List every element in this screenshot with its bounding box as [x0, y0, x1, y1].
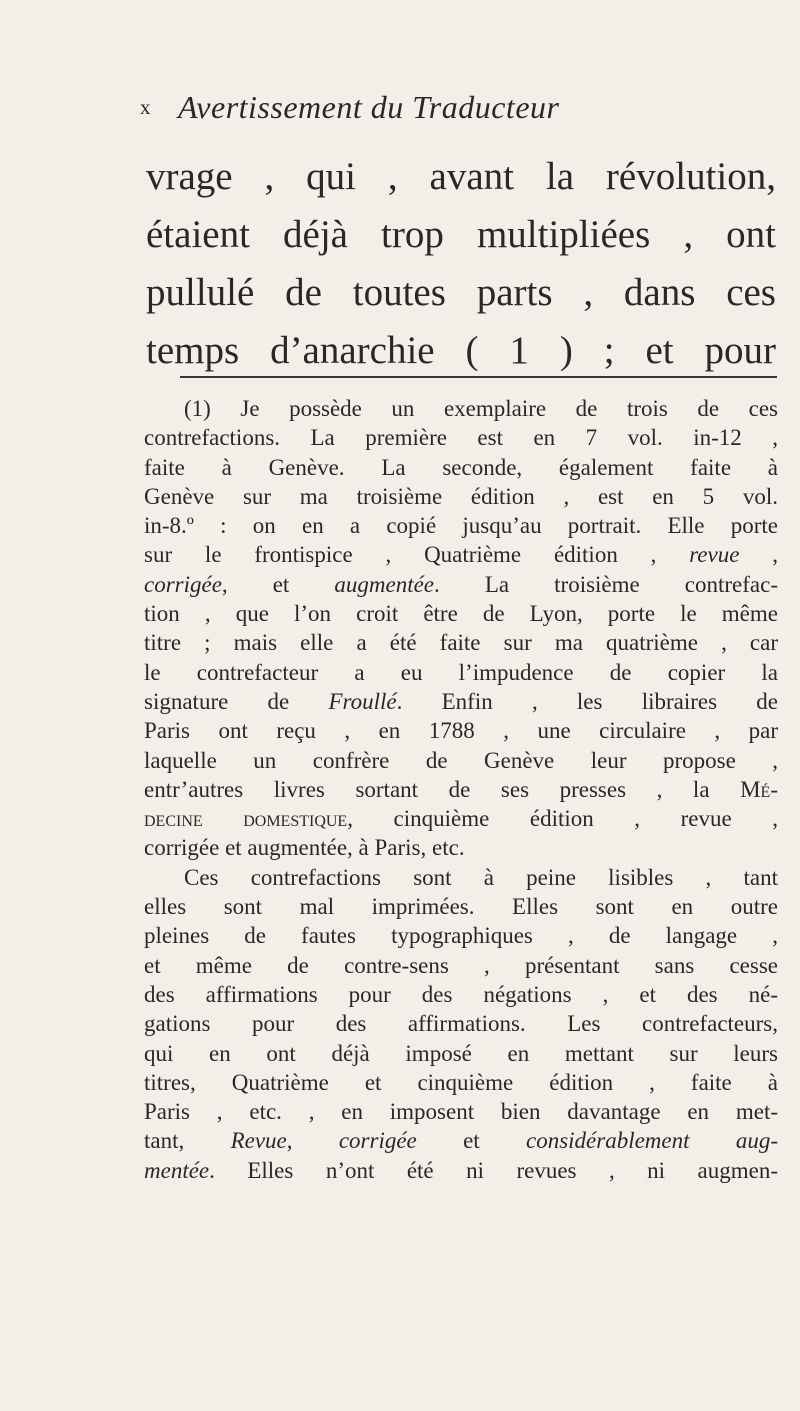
footnote-italic-text: mentée	[144, 1157, 210, 1183]
main-text	[146, 148, 776, 380]
footnote-text: ,	[286, 1128, 339, 1154]
footnote-line: pleines de fautes typographiques , de langage ,	[144, 923, 778, 949]
footnote-line	[144, 687, 778, 716]
footnote-line	[144, 1126, 778, 1155]
footnote-text: . Elles n’ont été ni revues , ni augmen-	[209, 1157, 778, 1183]
footnote-text: ,	[739, 542, 778, 568]
footnote-line: gations pour des affirmations. Les contrefacteurs,	[144, 1011, 778, 1037]
footnote-italic-text: augmentée	[334, 571, 435, 597]
footnote-line	[144, 775, 778, 804]
footnote-text: , et	[221, 571, 335, 597]
footnote-line: titre ; mais elle a été faite sur ma quatrième , car	[144, 630, 778, 656]
footnote-text: signature de	[144, 688, 329, 714]
footnote-line: le contrefacteur a eu l’impudence de copier la	[144, 659, 778, 685]
footnote-text: sur le frontispice , Quatrième édition ,	[144, 542, 657, 568]
footnote-line: Genève sur ma troisième édition , est en 5 vol.	[144, 483, 778, 509]
footnote-line: elles sont mal imprimées. Elles sont en outre	[144, 894, 778, 920]
footnote-text: . La troisième contrefac-	[434, 571, 778, 597]
running-header	[140, 89, 800, 132]
footnote-line: tion , que l’on croit être de Lyon, porte le même	[144, 601, 778, 627]
main-text-line: vrage , qui , avant la révolution,	[146, 155, 776, 198]
footnote-line: Ces contrefactions sont à peine lisibles , tant	[184, 864, 778, 890]
footnote-line: faite à Genève. La seconde, également faite à	[144, 454, 778, 480]
footnote-line	[144, 804, 778, 833]
footnote-text: et	[416, 1128, 526, 1154]
footnote-italic-text: corrigée	[144, 571, 222, 597]
footnote	[144, 394, 778, 1185]
footnote-line: Paris , etc. , en imposent bien davantage en met-	[144, 1099, 778, 1125]
main-text-line: étaient déjà trop multipliées , ont	[146, 213, 776, 256]
footnote-text: . Enfin , les libraires de	[396, 688, 778, 714]
footnote-line: (1) Je possède un exemplaire de trois de ces	[184, 396, 778, 421]
footnote-italic-text: considérablement aug-	[526, 1128, 778, 1154]
footnote-line: et même de contre-sens , présentant sans cesse	[144, 952, 778, 978]
footnote-line: laquelle un confrère de Genève leur propose ,	[144, 747, 778, 773]
footnote-italic-text: corrigée	[338, 1128, 417, 1154]
footnote-text: tant,	[144, 1128, 231, 1154]
footnote-smallcaps-text: Mé-	[740, 776, 778, 802]
footnote-text: , cinquième édition , revue ,	[347, 806, 778, 832]
footnote-line: titres, Quatrième et cinquième édition , faite à	[144, 1069, 778, 1095]
footnote-line: in-8.º : on en a copié jusqu’au portrait. Elle porte	[144, 513, 778, 539]
footnote-line: corrigée et augmentée, à Paris, etc.	[144, 835, 465, 861]
main-text-line: pullulé de toutes parts , dans ces	[146, 271, 776, 314]
footnote-separator	[180, 376, 777, 378]
footnote-line	[144, 570, 778, 599]
main-text-line: temps d’anarchie ( 1 ) ; et pour	[146, 329, 776, 372]
footnote-line	[144, 1156, 778, 1185]
footnote-line: contrefactions. La première est en 7 vol. in-12 ,	[144, 425, 778, 451]
footnote-smallcaps-text: decine domestique	[144, 806, 348, 832]
footnote-line: des affirmations pour des négations , et des né-	[144, 981, 778, 1007]
footnote-line	[144, 540, 778, 569]
footnote-italic-text: Froullé	[328, 688, 397, 714]
footnote-text: entr’autres livres sortant de ses presses , la	[144, 776, 710, 802]
page-number: x	[140, 95, 152, 119]
footnote-italic-text: revue	[689, 542, 740, 568]
footnote-line: qui en ont déjà imposé en mettant sur leurs	[144, 1040, 778, 1066]
running-title: Avertissement du Traducteur	[178, 89, 560, 125]
footnote-italic-text: Revue	[230, 1128, 287, 1154]
footnote-line: Paris ont reçu , en 1788 , une circulaire , par	[144, 718, 778, 744]
